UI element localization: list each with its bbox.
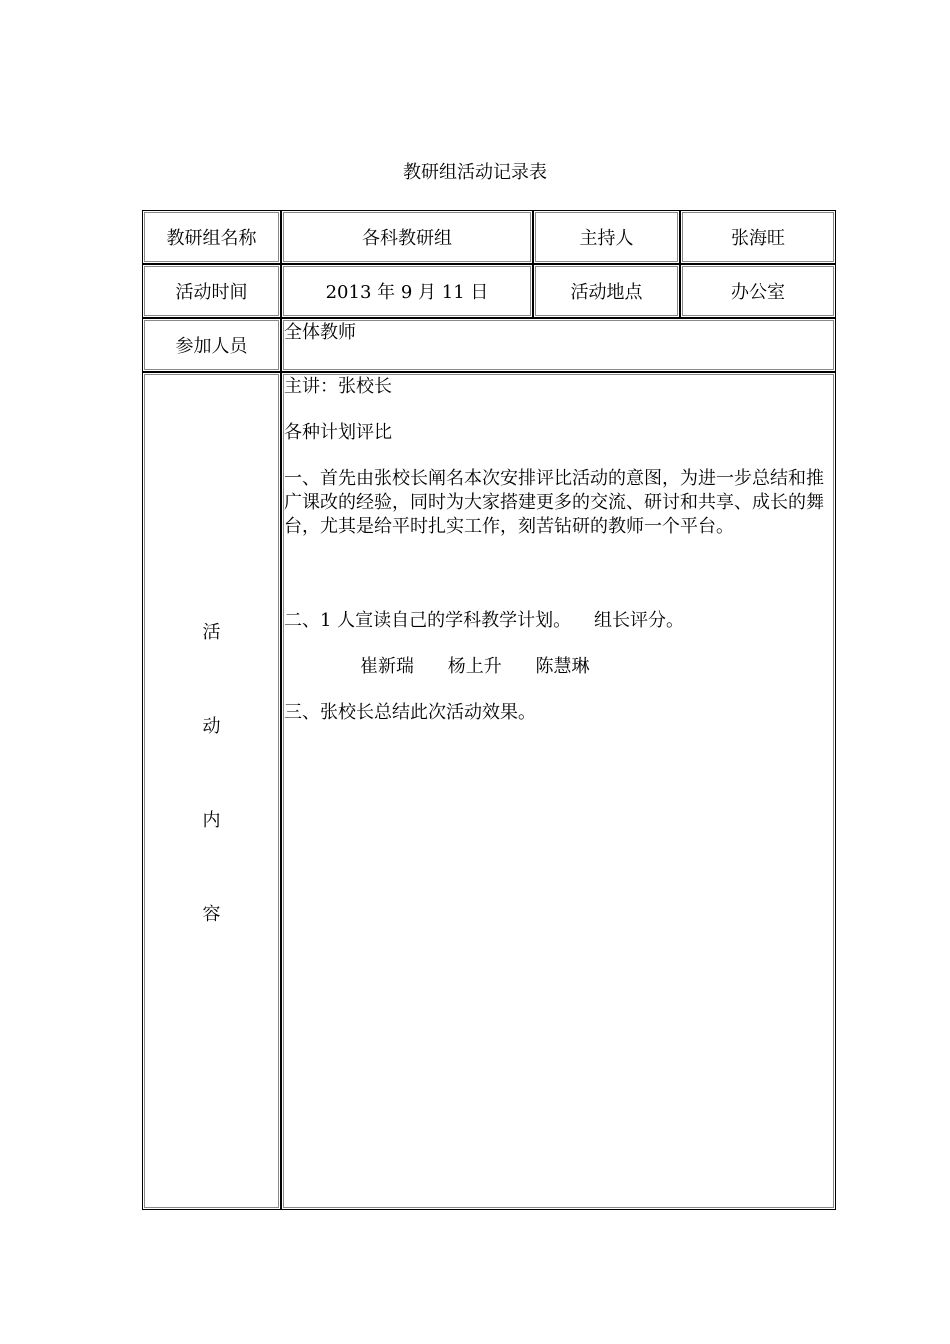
content-topic: 各种计划评比: [284, 422, 392, 443]
name-3: 陈慧琳: [535, 656, 590, 677]
label-activity-time: [142, 264, 281, 318]
content-item-3: 三、张校长总结此次活动效果。: [284, 702, 536, 723]
value-participants: [281, 318, 836, 372]
value-participants-text: 全体教师: [284, 322, 356, 343]
label-participants: [142, 318, 281, 372]
value-host-text: 张海旺: [731, 228, 785, 249]
label-char-2: 动: [202, 715, 221, 737]
name-1: 崔新瑞: [360, 656, 414, 677]
value-group-name-text: 各科教研组: [362, 228, 452, 249]
name-2: 杨上升: [447, 656, 502, 677]
content-speaker: 主讲：张校长: [284, 376, 392, 397]
label-group-name: [142, 210, 281, 264]
value-host: [680, 210, 836, 264]
label-activity-place: [533, 264, 680, 318]
page-title: 教研组活动记录表: [403, 162, 547, 183]
content-item-1: 一、首先由张校长阐名本次安排评比活动的意图，为进一步总结和推广课改的经验，同时为大家搭建更多的交流、研讨和共享、成长的舞台，尤其是给平时扎实工作，刻苦钻研的教师一个平台。: [284, 468, 824, 537]
value-activity-time: [281, 264, 533, 318]
label-activity-content: [142, 372, 281, 1210]
label-participants-text: 参加人员: [175, 336, 248, 357]
value-activity-time-text: 2013 年 9 月 11 日: [325, 282, 489, 303]
label-activity-place-text: 活动地点: [570, 282, 643, 303]
content-item-2: 二、1 人宣读自己的学科教学计划。 组长评分。: [284, 610, 685, 631]
label-char-1: 活: [202, 621, 221, 643]
label-char-3: 内: [202, 809, 221, 831]
value-activity-place: [680, 264, 836, 318]
activity-content: [281, 372, 836, 1210]
label-host: [533, 210, 680, 264]
label-host-text: 主持人: [579, 228, 634, 249]
label-group-name-text: 教研组名称: [166, 228, 257, 249]
value-group-name: [281, 210, 533, 264]
content-names: [284, 655, 835, 679]
label-activity-time-text: 活动时间: [175, 282, 248, 303]
value-activity-place-text: 办公室: [731, 282, 785, 303]
label-char-4: 容: [202, 903, 221, 925]
